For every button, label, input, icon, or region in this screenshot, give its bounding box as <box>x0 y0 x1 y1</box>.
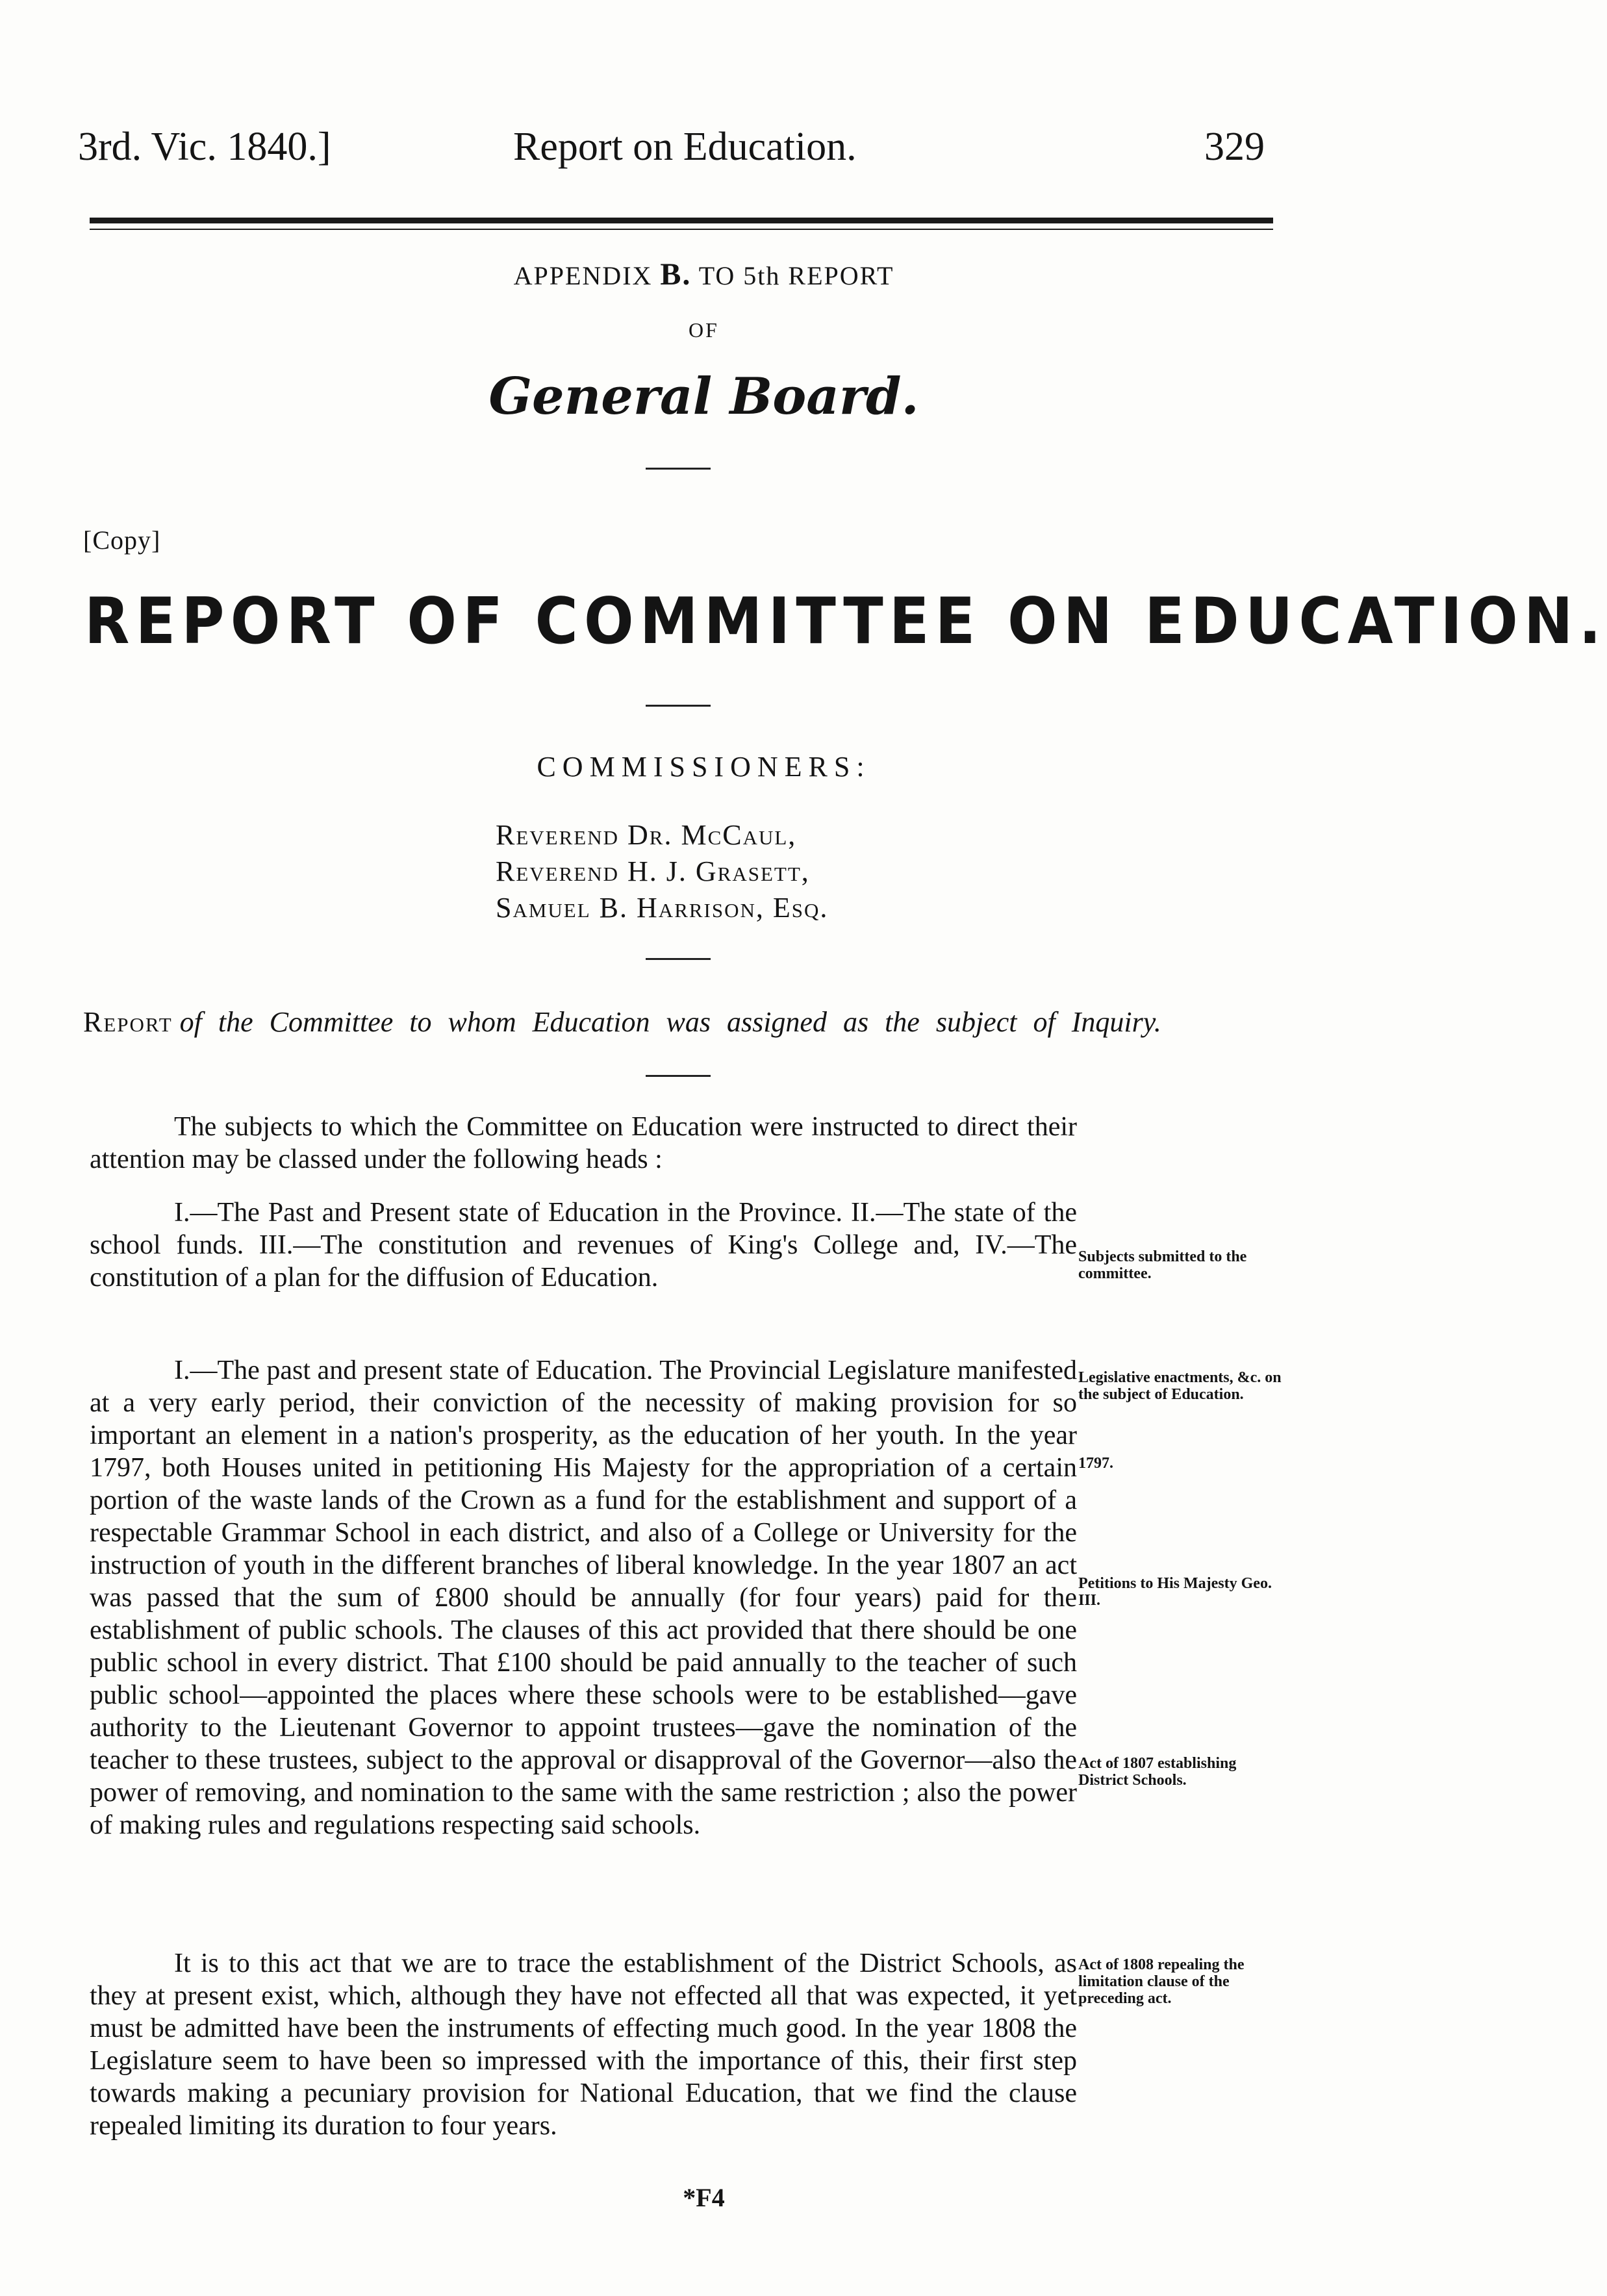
paragraph-text: I.—The past and present state of Education. The Provincial Legislature manifested at a very early period, their conviction of the necessity of making provision for so important an element in a nation's prosperity, as the education of her youth. In the year 1797, both Houses united in petitioning His Majesty for the appropriation of a certain portion of the waste lands of the Crown as a fund for the establishment and support of a respectable Grammar School in each district, and also of a College or University for the instruction of youth in the different branches of liberal knowledge. In the year 1807 an act was passed that the sum of £800 should be annually (for four years) paid for the establishment of public schools. The clauses of this act provided that there should be one public school in every district. That £100 should be paid annually to the teacher of such public school—appointed the places where these schools were to be established—gave authority to the Lieutenant Governor to appoint trustees—gave the nomination of the teacher to these trustees, subject to the approval or disapproval of the Governor—also the power of removing, and nomination to the same with the same restriction ; also the power of making rules and regulations respecting said schools. <box>90 1356 1077 1840</box>
commissioner-name: Reverend H. J. Grasett, <box>496 855 810 887</box>
page-number: 329 <box>1204 125 1265 169</box>
appendix-letter: B. <box>660 257 692 292</box>
commissioner-name: Samuel B. Harrison, Esq. <box>496 892 829 924</box>
margin-note: Subjects submitted to the committee. <box>1078 1248 1247 1282</box>
report-subject-text: of the Committee to whom Education was assigned as the subject of Inquiry. <box>179 1006 1161 1038</box>
commissioner-name: Reverend Dr. McCaul, <box>496 819 797 851</box>
paragraph <box>90 1111 1077 1176</box>
margin-note: Act of 1808 repealing the limitation clause of the preceding act. <box>1078 1956 1245 2007</box>
appendix-heading <box>0 257 1408 292</box>
divider <box>646 1075 711 1077</box>
paragraph <box>90 1947 1077 2142</box>
report-subject-line <box>83 1005 1161 1039</box>
paragraph-text: The subjects to which the Committee on Education were instructed to direct their attention may be classed under the following heads : <box>90 1112 1077 1174</box>
header-rule-thick <box>90 218 1273 223</box>
paragraph-text: I.—The Past and Present state of Education in the Province. II.—The state of the school funds. III.—The constitution and revenues of King's College and, IV.—The constitution of a plan for the diffusion of Education. <box>90 1198 1077 1293</box>
header-rule-thin <box>90 229 1273 230</box>
report-lead-word: Report <box>83 1006 173 1038</box>
paragraph <box>90 1196 1077 1294</box>
report-title: REPORT OF COMMITTEE ON EDUCATION. <box>84 585 1607 659</box>
appendix-prefix: APPENDIX <box>513 261 653 290</box>
appendix-of: OF <box>689 318 719 342</box>
running-header-left: 3rd. Vic. 1840.] <box>78 125 331 169</box>
margin-note: Petitions to His Majesty Geo. III. <box>1078 1575 1272 1609</box>
commissioners-heading: COMMISSIONERS: <box>537 751 871 783</box>
paragraph <box>90 1354 1077 1841</box>
copy-label: [Copy] <box>83 525 161 555</box>
appendix-suffix: TO 5th REPORT <box>698 261 894 290</box>
running-header-title: Report on Education. <box>513 125 857 169</box>
signature-mark: *F4 <box>683 2183 725 2212</box>
divider <box>646 958 711 960</box>
margin-note: 1797. <box>1078 1455 1113 1472</box>
general-board-heading: General Board. <box>488 367 919 426</box>
divider <box>646 468 711 470</box>
margin-note: Legislative enactments, &c. on the subject of Education. <box>1078 1369 1282 1403</box>
margin-note: Act of 1807 establishing District Schools. <box>1078 1755 1237 1789</box>
divider <box>646 705 711 707</box>
commissioners-list <box>496 817 828 926</box>
paragraph-text: It is to this act that we are to trace the establishment of the District Schools, as they at present exist, which, although they have not effected all that was expected, it yet must be admitted have been the instruments of effecting much good. In the year 1808 the Legislature seem to have been so impressed with the importance of this, their first step towards making a pecuniary provision for National Education, that we find the clause repealed limiting its duration to four years. <box>90 1949 1077 2141</box>
